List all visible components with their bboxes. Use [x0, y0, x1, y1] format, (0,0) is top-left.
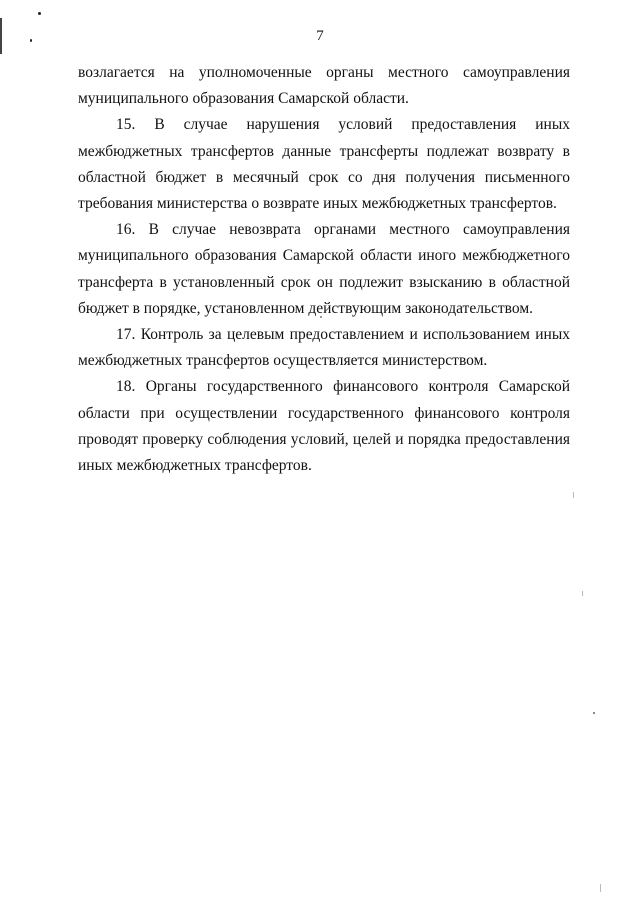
paragraph-item-18: 18. Органы государственного финансового контроля Самарской области при осуществлении государственного финансового контроля проводят проверку соблюдения условий, целей и порядка предоставления иных межбюджетных трансфертов.	[78, 378, 570, 475]
scan-artifact	[38, 12, 41, 15]
document-body	[78, 60, 570, 479]
paragraph-item-15: 15. В случае нарушения условий предоставления иных межбюджетных трансфертов данные трансферты подлежат возврату в областной бюджет в месячный срок со дня получения письменного требования министерства о возврате иных межбюджетных трансфертов.	[78, 116, 570, 213]
paragraph-item-16: 16. В случае невозврата органами местного самоуправления муниципального образования Самарской области иного межбюджетного трансферта в установленный срок он подлежит взысканию в областной бюджет в порядке, установленном действующим законодательством.	[78, 221, 570, 317]
page-number: 7	[316, 28, 324, 44]
scan-artifact	[582, 591, 583, 596]
scan-artifact	[573, 492, 574, 498]
scan-artifact	[593, 712, 595, 714]
paragraph-continuation: возлагается на уполномоченные органы местного самоуправления муниципального образования Самарской области.	[78, 64, 570, 108]
paragraph-item-17: 17. Контроль за целевым предоставлением и использованием иных межбюджетных трансфертов осуществляется министерством.	[78, 326, 570, 370]
scan-artifact	[600, 884, 601, 892]
